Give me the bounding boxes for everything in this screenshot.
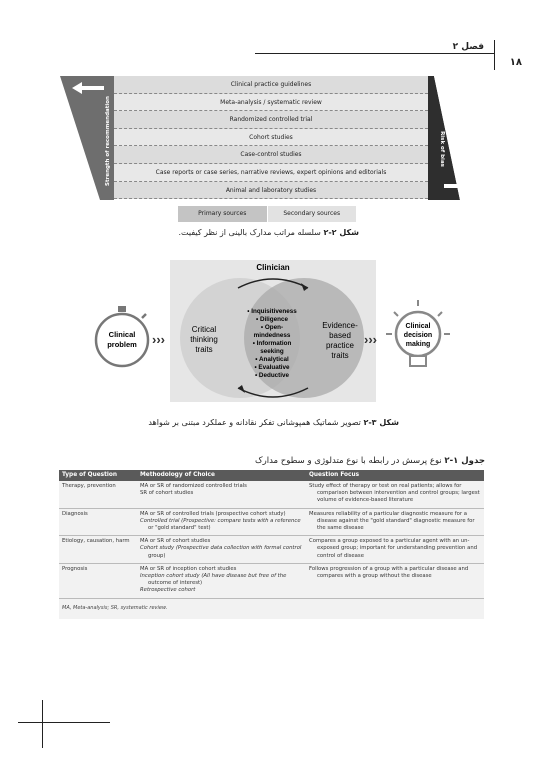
crop-mark-vertical [42, 700, 43, 748]
ebp-line2: based [329, 331, 351, 340]
focus-cell-line: Follows progression of a group with a particular disease and [309, 565, 469, 572]
evidence-level: Animal and laboratory studies [114, 182, 428, 200]
focus-cell [307, 511, 484, 533]
methodology-cell-line: Inception cohort study (All have disease but free of the [140, 573, 287, 580]
focus-cell-line: Measures reliability of a particular diagnostic measure for a [309, 510, 467, 517]
venn-title: Clinician [256, 263, 290, 272]
trait-line: • Deductive [254, 372, 290, 379]
table-header [59, 470, 484, 481]
methodology-cell [138, 483, 307, 505]
evidence-hierarchy-figure [60, 76, 482, 200]
header-focus: Question Focus [309, 472, 360, 478]
critical-line1: Critical [191, 325, 217, 334]
evidence-levels [114, 76, 428, 199]
focus-cell [307, 483, 484, 505]
stopwatch-crown-icon [118, 306, 126, 312]
ebp-line1: Evidence- [322, 321, 358, 330]
evidence-level: Meta-analysis / systematic review [114, 94, 428, 112]
clinical-problem-line1: Clinical [108, 330, 136, 339]
trait-line: • Inquisitiveness [247, 308, 297, 315]
question-type-cell: Diagnosis [62, 510, 88, 517]
methodology-cell-line: MA or SR of inception cohort studies [140, 565, 237, 572]
question-type-cell: Prognosis [62, 565, 88, 572]
header-methodology: Methodology of Choice [140, 472, 215, 478]
decision-line2: decision [403, 332, 433, 339]
ebp-line3: practice [325, 341, 355, 350]
methodology-cell-line: MA or SR of controlled trials (prospective cohort study) [140, 510, 286, 517]
methodology-cell-line: outcome of interest) [148, 580, 203, 587]
header-vertical-rule [494, 40, 495, 70]
crop-mark-horizontal [18, 722, 110, 723]
focus-cell-line: the same disease [317, 525, 364, 532]
methodology-cell [138, 538, 307, 560]
sources-bar [178, 206, 356, 222]
trait-line: mindedness [253, 332, 291, 339]
header-type: Type of Question [62, 472, 117, 478]
page-number: ۱۸ [509, 57, 522, 68]
methodology-cell-line: Retrospective cohort [140, 587, 196, 594]
methodology-cell-line: group) [148, 552, 166, 559]
table-row [59, 509, 484, 537]
risk-label: Risk of bias [438, 131, 445, 167]
methodology-cell [138, 511, 307, 533]
table-row [59, 536, 484, 564]
evidence-level: Cohort studies [114, 129, 428, 147]
evidence-level: Case-control studies [114, 146, 428, 164]
ebp-line4: traits [331, 351, 349, 360]
trait-line: • Diligence [256, 316, 288, 323]
methodology-cell-line: MA or SR of cohort studies [140, 538, 211, 545]
focus-cell-line: Compares a group exposed to a particular agent with an un- [309, 538, 470, 545]
critical-line2: thinking [190, 335, 218, 344]
strength-label: Strength of recommendation [105, 96, 111, 186]
figure2-caption-number: شکل ۳-۲ [363, 418, 399, 427]
critical-line3: traits [195, 345, 213, 354]
header-rule [255, 53, 495, 54]
clinician-venn-figure [88, 256, 458, 406]
secondary-sources: Secondary sources [267, 206, 357, 222]
methodology-cell-line: Controlled trial (Prospective: compare tests with a reference [140, 517, 301, 524]
figure1-caption-text: سلسله مراتب مدارک بالینی از نظر کیفیت. [178, 228, 324, 237]
table-title-text: نوع پرسش در رابطه با نوع متدلوژی و سطوح مدارک [255, 456, 445, 466]
primary-sources: Primary sources [178, 206, 267, 222]
focus-cell-line: control of disease [317, 552, 364, 559]
table-title [255, 456, 485, 466]
bulb-base-icon [410, 356, 426, 366]
figure1-caption-number: شکل ۲-۲ [323, 228, 359, 237]
focus-cell [307, 538, 484, 560]
stopwatch-button-icon [142, 314, 146, 318]
trait-line: seeking [260, 348, 284, 355]
trait-line: • Information [252, 340, 292, 347]
table-row [59, 481, 484, 509]
decision-line1: Clinical [405, 323, 431, 330]
methodology-cell-line: Cohort study (Prospective data collection with formal control [140, 545, 302, 552]
evidence-level: Clinical practice guidelines [114, 76, 428, 94]
decision-line3: making [405, 341, 431, 348]
trait-line: • Evaluative [254, 364, 290, 371]
figure2-caption-text: تصویر شماتیک همپوشانی تفکر نقادانه و عملکرد مبتنی بر شواهد [148, 418, 364, 427]
focus-cell-line: compares with a group without the disease [317, 573, 432, 580]
table-note: MA, Meta-analysis; SR, systematic review. [62, 604, 168, 611]
question-type-cell: Therapy, prevention [62, 483, 116, 489]
chapter-title: فصل ۲ [452, 42, 484, 52]
focus-cell [307, 566, 484, 595]
bulb-ray-icon [438, 312, 442, 316]
right-chevrons-icon: ››› [364, 332, 377, 347]
question-type-cell: Etiology, causation, harm [62, 538, 130, 545]
table-row [59, 564, 484, 599]
table-title-number: جدول ۱-۲ [444, 456, 485, 466]
focus-cell-line: Study effect of therapy or test on real patients; allows for [309, 483, 462, 489]
bulb-ray-icon [394, 312, 398, 316]
methodology-cell-line: MA or SR of randomized controlled trials [140, 483, 247, 489]
focus-cell-line: disease against the "gold standard" diagnostic measure for [317, 517, 475, 524]
methodology-cell-line: SR of cohort studies [140, 490, 194, 497]
methodology-cell-line: or "gold standard" test) [148, 525, 211, 532]
trait-line: • Open- [260, 324, 284, 331]
evidence-level: Randomized controlled trial [114, 111, 428, 129]
question-type-table [59, 470, 484, 619]
table-body [59, 481, 484, 599]
focus-cell-line: volume of evidence-based literature [317, 497, 414, 504]
evidence-level: Case reports or case series, narrative reviews, expert opinions and editorials [114, 164, 428, 182]
focus-cell-line: exposed group; important for understanding prevention and [317, 545, 478, 552]
figure2-caption [148, 418, 399, 427]
figure1-caption [179, 228, 360, 237]
methodology-cell [138, 566, 307, 595]
left-chevrons-icon: ››› [152, 332, 165, 347]
clinical-problem-line2: problem [107, 340, 137, 349]
trait-line: • Analytical [255, 356, 289, 363]
focus-cell-line: comparison between intervention and control groups; largest [317, 490, 480, 497]
